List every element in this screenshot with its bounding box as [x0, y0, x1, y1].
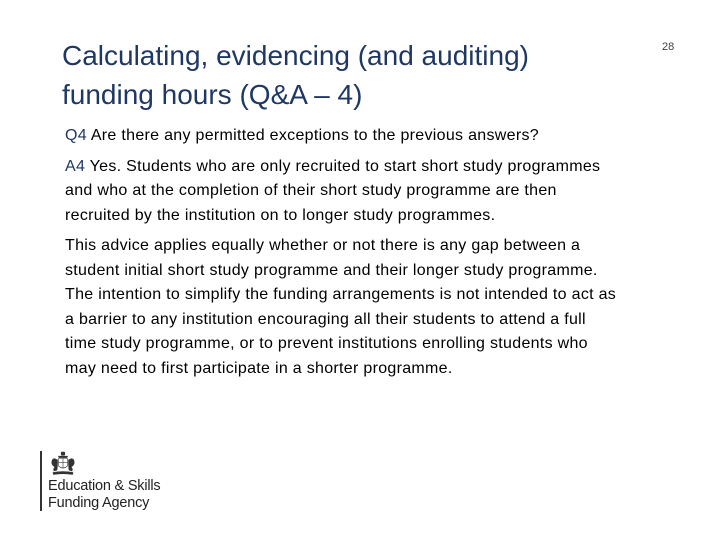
answer-line-3: recruited by the institution on to longer study programmes. — [65, 206, 496, 224]
advice-line-2: student initial short study programme and their longer study programme. — [65, 261, 598, 279]
answer-tag: A4 — [65, 157, 86, 175]
agency-name-line-1: Education & Skills — [48, 478, 161, 494]
page-number: 28 — [662, 41, 675, 53]
question-tag: Q4 — [65, 127, 87, 144]
question-paragraph — [65, 124, 695, 149]
answer-paragraph — [65, 155, 695, 229]
agency-name-line-2: Funding Agency — [48, 494, 150, 511]
advice-line-4: a barrier to any institution encouraging all their students to attend a full — [65, 310, 586, 328]
question-text: Are there any permitted exceptions to the previous answers? — [90, 127, 539, 144]
question-line — [65, 124, 695, 149]
slide-title-line-1: Calculating, evidencing (and auditing) — [62, 40, 529, 71]
answer-text-line-1: Yes. Students who are only recruited to start short study programmes — [89, 157, 601, 175]
answer-line-1 — [65, 155, 695, 180]
logo-divider — [40, 451, 42, 511]
slide-title — [62, 36, 662, 114]
advice-line-6: may need to first participate in a shorter programme. — [65, 359, 453, 377]
advice-line-1: This advice applies equally whether or not there is any gap between a — [65, 237, 581, 254]
answer-line-2: and who at the completion of their short study programme are then — [65, 182, 557, 199]
advice-paragraph — [65, 234, 695, 381]
agency-logo — [40, 451, 161, 511]
advice-line-5: time study programme, or to prevent institutions enrolling students who — [65, 335, 588, 352]
agency-name — [48, 478, 160, 511]
slide-body — [65, 124, 695, 387]
slide-title-line-2: funding hours (Q&A – 4) — [62, 79, 363, 110]
royal-crest-icon — [48, 451, 78, 476]
advice-line-3: The intention to simplify the funding arrangements is not intended to act as — [65, 286, 617, 303]
